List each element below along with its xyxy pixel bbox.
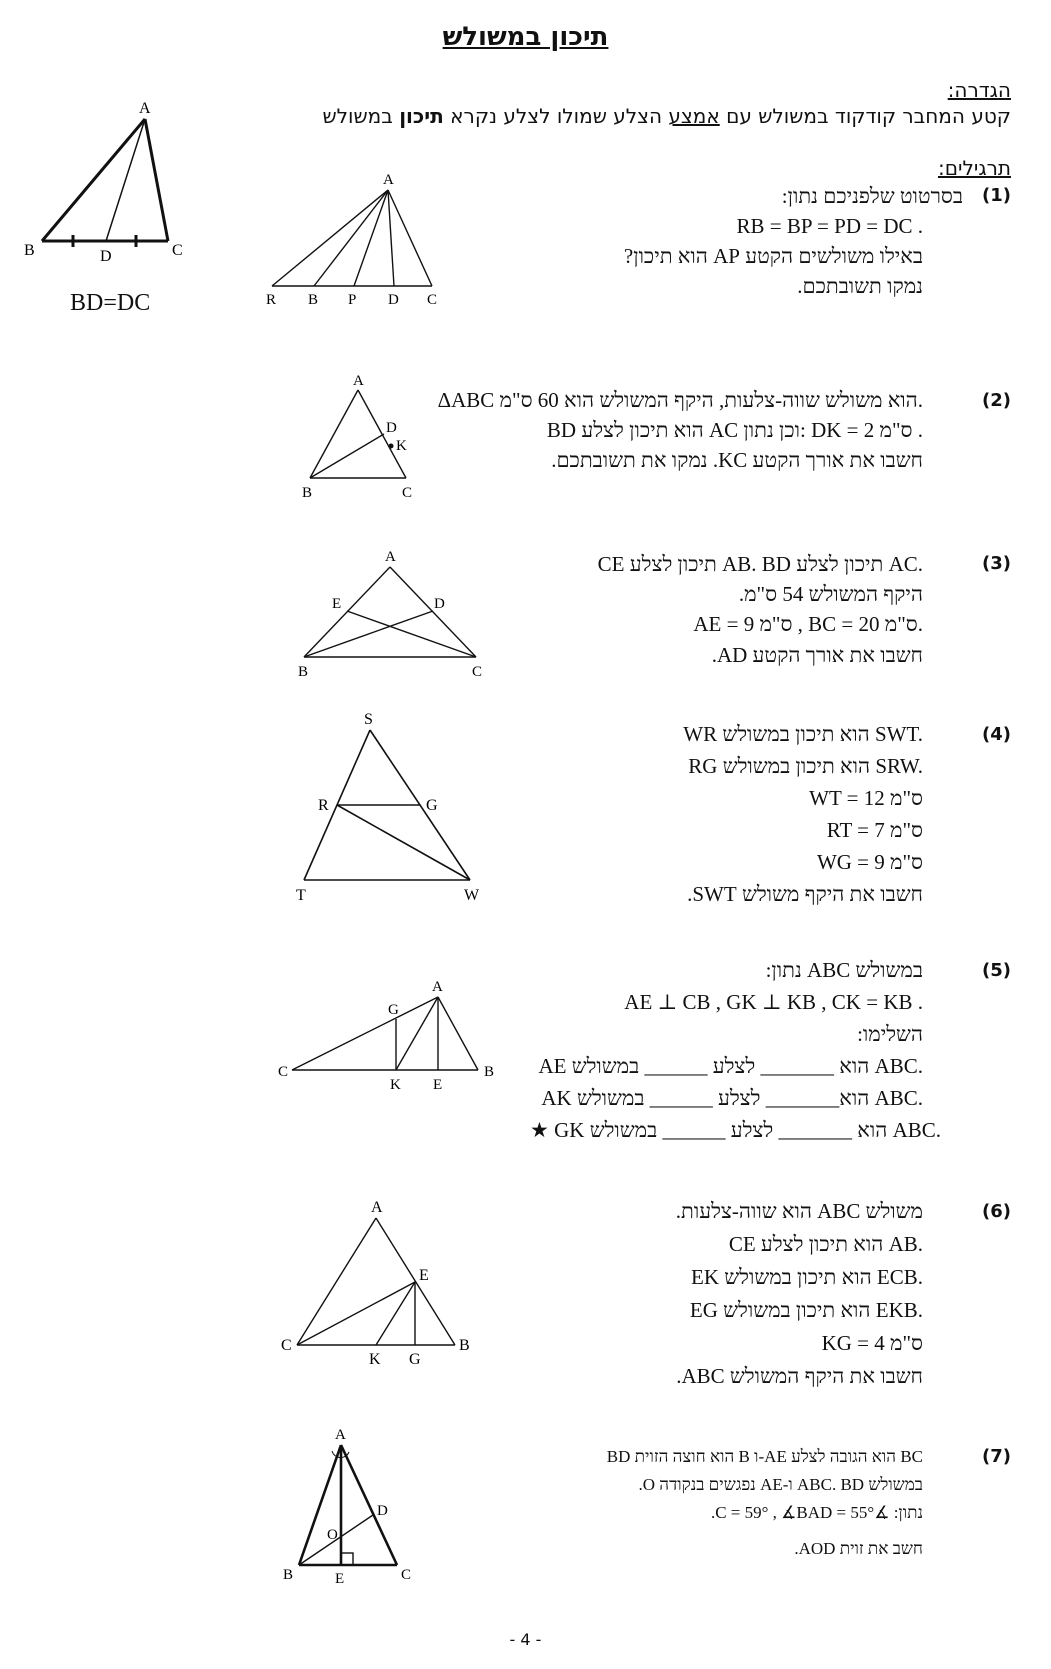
intro-label: C	[172, 242, 183, 259]
ex4-label: G	[426, 797, 438, 814]
ex3-label: D	[434, 596, 445, 612]
exercise-3-line: חשבו את אורך הקטע AD.	[711, 643, 923, 667]
definition-part: במשולש	[322, 104, 400, 128]
exercise-4-line: RG הוא תיכון במשולש SRW.	[688, 754, 923, 778]
exercise-3-line: CE תיכון לצלע AB. BD תיכון לצלע AC.	[597, 552, 923, 576]
exercise-3-line: היקף המשולש 54 ס"מ.	[738, 582, 923, 606]
page-title: תיכון במשולש	[442, 22, 609, 52]
ex5-label: B	[484, 1064, 495, 1080]
ex5-label: C	[278, 1064, 289, 1080]
intro-caption: BD=DC	[70, 290, 151, 316]
exercise-3-line: AE = 9 ס"מ , BC = 20 ס"מ.	[693, 612, 923, 636]
exercise-number: (4)	[982, 724, 1011, 745]
exercise-2-figure	[290, 370, 440, 510]
definition-midpoint-word: אמצע	[668, 104, 720, 128]
exercise-1-line: בסרטוט שלפניכם נתון:	[781, 184, 963, 208]
exercise-6-figure	[275, 1190, 495, 1385]
exercise-4-line: WG = 9 ס"מ	[816, 850, 923, 874]
exercise-5-fill-line: ★ GK הוא _______ לצלע ______ במשולש ABC.	[530, 1118, 941, 1142]
exercise-number: (1)	[982, 185, 1011, 206]
exercise-6-line: KG = 4 ס"מ	[821, 1331, 923, 1355]
ex7-label: C	[401, 1567, 412, 1583]
ex5-label: G	[388, 1002, 399, 1018]
exercise-6-line: משולש ABC הוא שווה-צלעות.	[675, 1199, 923, 1223]
intro-triangle-figure	[20, 95, 200, 270]
ex6-label: G	[409, 1351, 421, 1368]
definition-text	[323, 104, 1011, 128]
ex5-label: A	[432, 979, 443, 995]
exercise-7-line: BD הוא חוצה הזוית B ו-AE הוא הגובה לצלע BC	[606, 1447, 923, 1466]
ex5-label: E	[433, 1077, 443, 1093]
ex2-label: B	[302, 485, 313, 501]
intro-label: A	[139, 100, 151, 117]
exercise-2-line: ΔABC הוא משולש שווה-צלעות, היקף המשולש הוא 60 ס"מ.	[437, 388, 923, 412]
exercise-1-line: באילו משולשים הקטע AP הוא תיכון?	[623, 244, 923, 268]
ex2-label: K	[396, 438, 407, 454]
definition-term: תיכון	[399, 104, 444, 128]
exercise-number: (6)	[982, 1201, 1011, 1222]
ex6-label: B	[459, 1337, 470, 1354]
ex7-label: B	[283, 1567, 294, 1583]
exercise-number: (5)	[982, 960, 1011, 981]
ex2-label: D	[386, 420, 397, 436]
ex4-label: W	[464, 887, 480, 904]
ex7-label: E	[335, 1571, 345, 1587]
exercise-1-line: RB = BP = PD = DC .	[736, 214, 923, 238]
ex5-label: K	[390, 1077, 401, 1093]
ex1-label: P	[348, 292, 357, 308]
exercise-6-line: CE הוא תיכון לצלע AB.	[728, 1232, 923, 1256]
ex6-label: C	[281, 1337, 292, 1354]
exercise-7-line: חשב את זוית AOD.	[794, 1539, 923, 1558]
exercise-5-fill-line: AK הוא_______ לצלע ______ במשולש ABC.	[541, 1086, 923, 1110]
exercise-6-line: חשבו את היקף המשולש ABC.	[676, 1364, 923, 1388]
exercise-7-line: במשולש ABC. BD ו-AE נפגשים בנקודה O.	[638, 1475, 923, 1494]
ex7-label: O	[327, 1527, 338, 1543]
ex6-label: A	[371, 1199, 383, 1216]
ex1-label: C	[427, 292, 438, 308]
ex1-label: B	[308, 292, 319, 308]
definition-part: הצלע שמולו לצלע נקרא	[443, 104, 669, 128]
ex7-label: A	[335, 1427, 346, 1443]
ex6-label: E	[419, 1267, 429, 1284]
exercises-heading: תרגילים:	[938, 156, 1011, 180]
ex4-label: T	[296, 887, 306, 904]
ex2-label: C	[402, 485, 413, 501]
exercise-5-fill-line: AE הוא _______ לצלע ______ במשולש ABC.	[538, 1054, 923, 1078]
exercise-2-line: חשבו את אורך הקטע KC. נמקו את תשובתכם.	[551, 448, 923, 472]
ex3-label: C	[472, 664, 483, 680]
exercise-7-line: נתון: ∡C = 59° , ∡BAD = 55°.	[710, 1503, 923, 1522]
exercise-5-line: במשולש ABC נתון:	[765, 958, 923, 982]
exercise-5-line: AE ⊥ CB , GK ⊥ KB , CK = KB .	[624, 990, 923, 1014]
ex1-label: D	[388, 292, 399, 308]
exercise-5-line: השלימו:	[857, 1022, 923, 1046]
exercise-4-line: WR הוא תיכון במשולש SWT.	[683, 722, 923, 746]
definition-heading: הגדרה:	[947, 78, 1011, 102]
exercise-4-line: WT = 12 ס"מ	[809, 786, 923, 810]
ex3-label: E	[332, 596, 342, 612]
ex3-label: B	[298, 664, 309, 680]
definition-part: קטע המחבר קודקוד במשולש עם	[719, 104, 1011, 128]
exercise-6-line: EK הוא תיכון במשולש ECB.	[691, 1265, 923, 1289]
exercise-4-figure	[280, 700, 500, 915]
exercise-number: (2)	[982, 390, 1011, 411]
exercise-2-line: BD הוא תיכון לצלע AC וכן נתון: DK = 2 ס"מ .	[546, 418, 923, 442]
ex3-label: A	[385, 549, 396, 565]
exercise-1-line: נמקו תשובתכם.	[797, 274, 923, 298]
ex7-label: D	[377, 1503, 388, 1519]
exercise-4-line: RT = 7 ס"מ	[826, 818, 923, 842]
exercise-3-figure	[290, 545, 500, 685]
ex4-label: S	[364, 711, 373, 728]
ex6-label: K	[369, 1351, 381, 1368]
exercise-5-figure	[270, 965, 520, 1100]
exercise-1-figure	[260, 168, 460, 318]
ex1-label: A	[383, 172, 394, 188]
ex2-label: A	[353, 373, 364, 389]
ex4-label: R	[318, 797, 329, 814]
exercise-6-line: EG הוא תיכון במשולש EKB.	[689, 1298, 923, 1322]
exercise-7-figure	[265, 1425, 435, 1600]
exercise-number: (7)	[982, 1446, 1011, 1467]
page-number: - 4 -	[509, 1630, 542, 1649]
ex1-label: R	[266, 292, 277, 308]
intro-label: D	[100, 248, 112, 265]
exercise-4-line: חשבו את היקף משולש SWT.	[687, 882, 923, 906]
intro-label: B	[24, 242, 35, 259]
exercise-number: (3)	[982, 553, 1011, 574]
